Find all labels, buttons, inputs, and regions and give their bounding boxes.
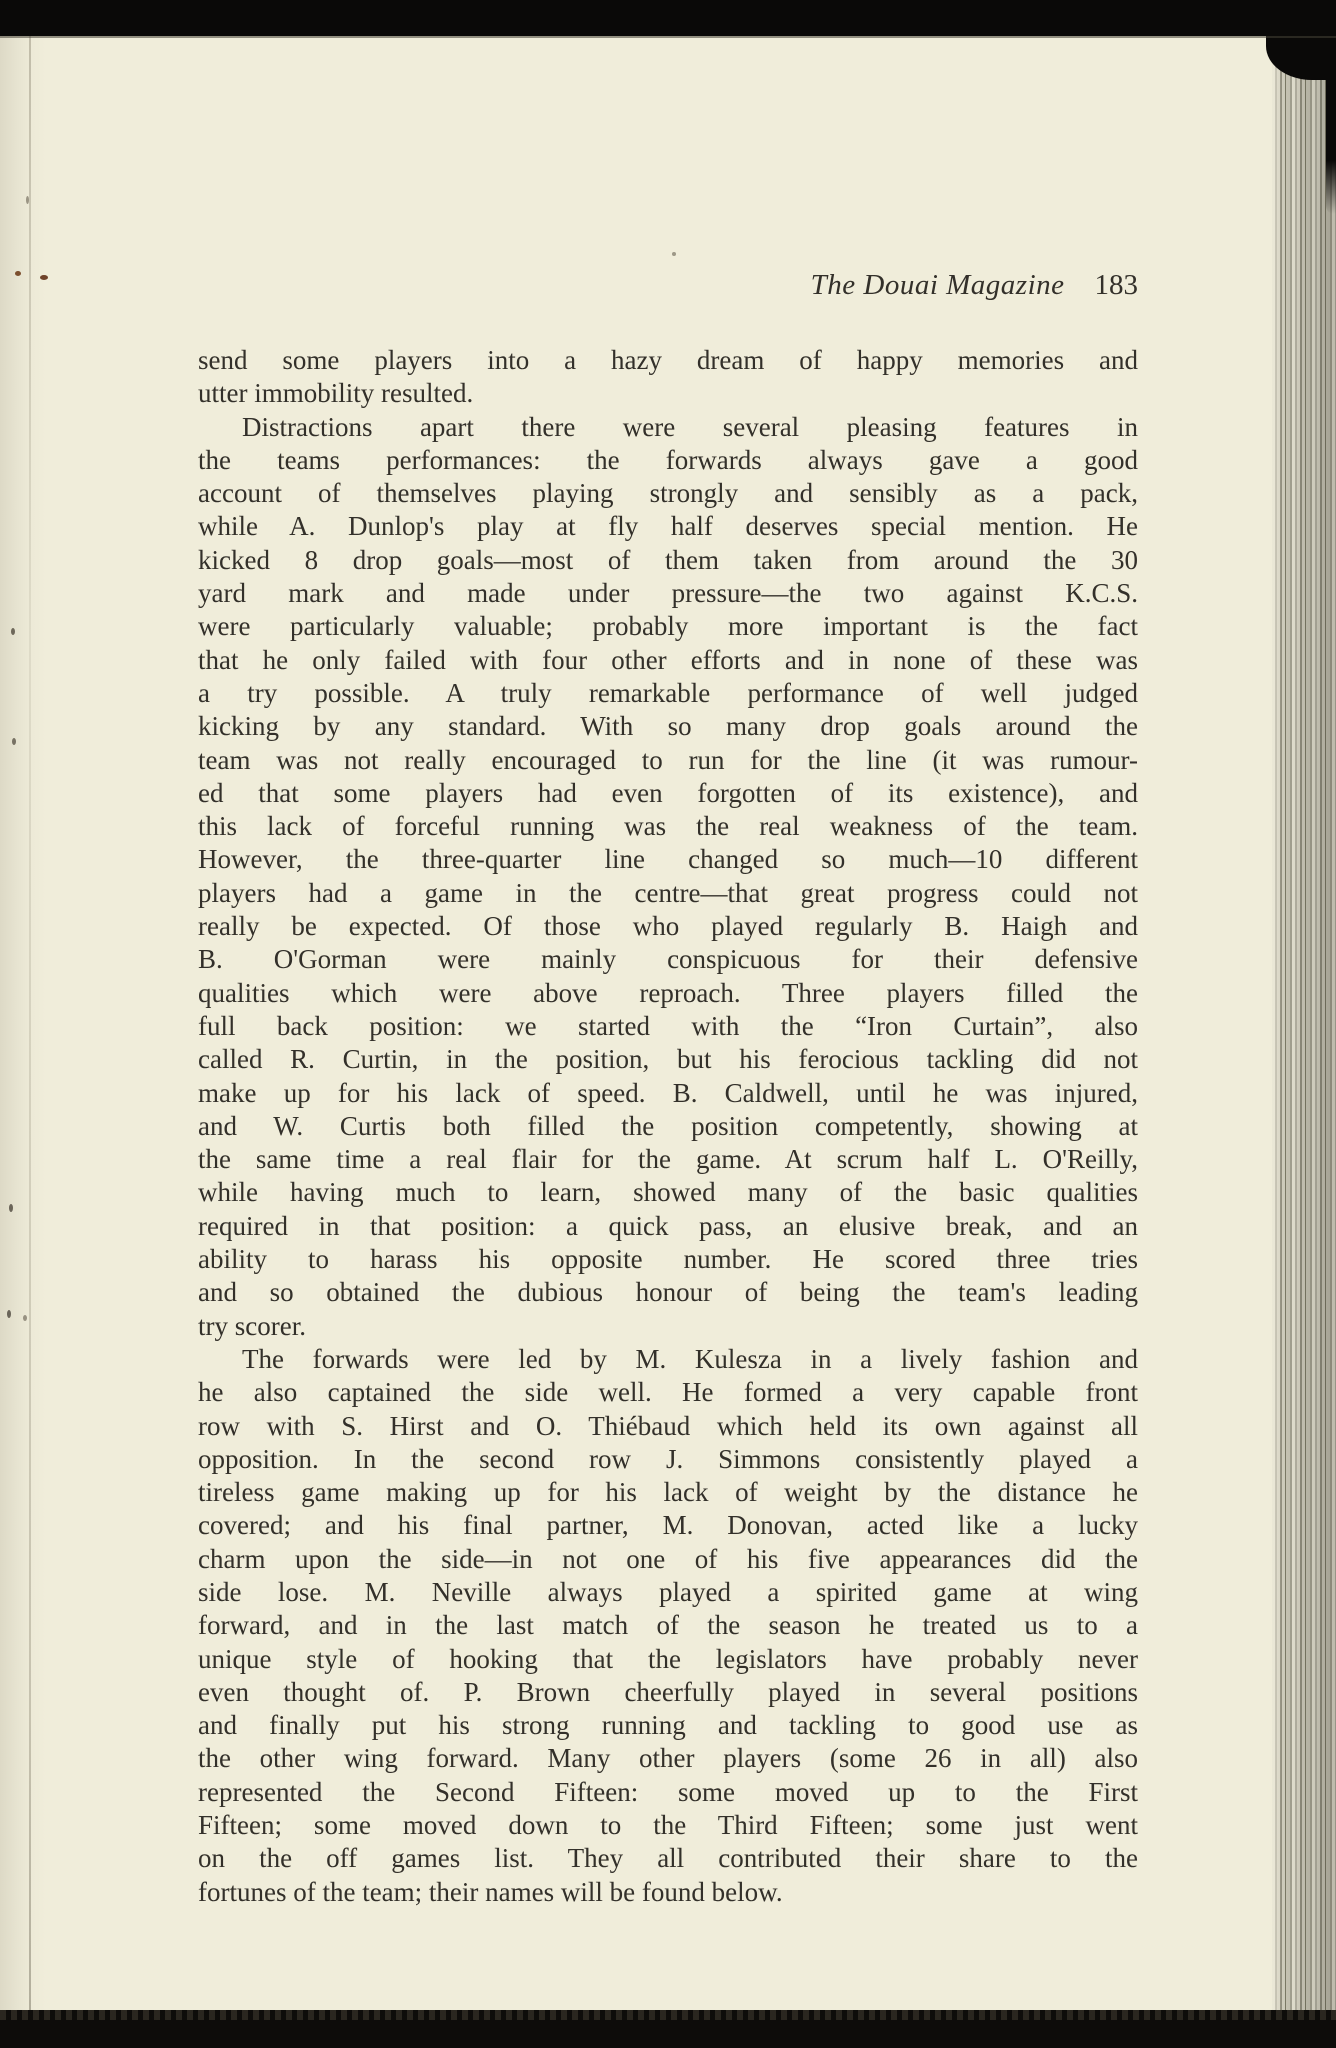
text-line: while having much to learn, showed many of the basic qualities: [198, 1177, 1138, 1208]
text-line: and so obtained the dubious honour of being the team's leading: [198, 1277, 1138, 1308]
text-line: charm upon the side—in not one of his five appearances did the: [198, 1543, 1138, 1574]
text-line: that he only failed with four other efforts and in none of these was: [198, 644, 1138, 675]
text-line: The forwards were led by M. Kulesza in a lively fashion and: [242, 1343, 1138, 1374]
text-line: a try possible. A truly remarkable performance of well judged: [198, 677, 1138, 708]
text-line: called R. Curtin, in the position, but his ferocious tackling did not: [198, 1044, 1138, 1075]
text-line: represented the Second Fifteen: some moved up to the First: [198, 1776, 1138, 1807]
text-line: opposition. In the second row J. Simmons consistently played a: [198, 1443, 1138, 1474]
text-line: this lack of forceful running was the real weakness of the team.: [198, 811, 1138, 842]
text-line: qualities which were above reproach. Three players filled the: [198, 977, 1138, 1008]
paragraph: [198, 1343, 1138, 1909]
text-line: try scorer.: [198, 1310, 306, 1341]
text-line: Distractions apart there were several pleasing features in: [242, 411, 1138, 442]
text-line: tireless game making up for his lack of weight by the distance he: [198, 1477, 1138, 1508]
text-line: fortunes of the team; their names will be found below.: [198, 1876, 783, 1907]
text-line: while A. Dunlop's play at fly half deserves special mention. He: [198, 511, 1138, 542]
page-number: 183: [1094, 269, 1138, 301]
scan-speck: [7, 1310, 11, 1318]
scan-speck: [15, 271, 21, 276]
text-line: row with S. Hirst and O. Thiébaud which held its own against all: [198, 1410, 1138, 1441]
page-content: [198, 268, 1138, 1909]
text-line: ed that some players had even forgotten of its existence), and: [198, 777, 1138, 808]
text-line: players had a game in the centre—that great progress could not: [198, 877, 1138, 908]
text-line: However, the three-quarter line changed so much—10 different: [198, 844, 1138, 875]
text-line: kicked 8 drop goals—most of them taken from around the 30: [198, 544, 1138, 575]
text-line: on the off games list. They all contributed their share to the: [198, 1843, 1138, 1874]
scan-speck: [26, 196, 29, 204]
text-line: and finally put his strong running and tackling to good use as: [198, 1710, 1138, 1741]
text-line: even thought of. P. Brown cheerfully played in several positions: [198, 1676, 1138, 1707]
article-body: [198, 344, 1138, 1909]
text-line: unique style of hooking that the legislators have probably never: [198, 1643, 1138, 1674]
text-line: the other wing forward. Many other players (some 26 in all) also: [198, 1743, 1138, 1774]
scan-speck: [9, 1204, 13, 1212]
text-line: the same time a real flair for the game. At scrum half L. O'Reilly,: [198, 1144, 1138, 1175]
text-line: he also captained the side well. He formed a very capable front: [198, 1377, 1138, 1408]
scan-speck: [12, 738, 16, 745]
text-line: send some players into a hazy dream of happy memories and: [198, 345, 1138, 375]
text-line: required in that position: a quick pass, an elusive break, and an: [198, 1210, 1138, 1241]
text-line: account of themselves playing strongly and sensibly as a pack,: [198, 478, 1138, 509]
gutter-crease-line: [29, 36, 31, 2012]
page-header: [198, 268, 1138, 302]
paragraph: [198, 344, 1138, 411]
text-line: covered; and his final partner, M. Donovan, acted like a lucky: [198, 1510, 1138, 1541]
text-line: B. O'Gorman were mainly conspicuous for their defensive: [198, 944, 1138, 975]
paragraph: [198, 411, 1138, 1343]
scan-speck: [11, 628, 15, 635]
cover-top-band: [0, 0, 1336, 36]
text-line: the teams performances: the forwards always gave a good: [198, 444, 1138, 475]
text-line: ability to harass his opposite number. He scored three tries: [198, 1244, 1138, 1275]
scan-speck: [672, 252, 676, 256]
cover-edge-strip: [1326, 36, 1336, 214]
text-line: side lose. M. Neville always played a spirited game at wing: [198, 1576, 1138, 1607]
text-line: and W. Curtis both filled the position competently, showing at: [198, 1110, 1138, 1141]
text-line: full back position: we started with the “Iron Curtain”, also: [198, 1010, 1138, 1041]
cover-bottom-band: [0, 2010, 1336, 2048]
scan-speck: [23, 1315, 27, 1321]
text-line: forward, and in the last match of the season he treated us to a: [198, 1610, 1138, 1641]
text-line: really be expected. Of those who played regularly B. Haigh and: [198, 911, 1138, 942]
text-line: yard mark and made under pressure—the two against K.C.S.: [198, 578, 1138, 609]
text-line: team was not really encouraged to run for the line (it was rumour-: [198, 744, 1138, 775]
scan-speck: [40, 275, 48, 280]
text-line: utter immobility resulted.: [198, 378, 474, 409]
gutter-shadow: [0, 36, 60, 2012]
magazine-title: The Douai Magazine: [810, 269, 1065, 301]
paper-page: [0, 36, 1272, 2012]
text-line: make up for his lack of speed. B. Caldwell, until he was injured,: [198, 1077, 1138, 1108]
text-line: kicking by any standard. With so many drop goals around the: [198, 711, 1138, 742]
text-line: were particularly valuable; probably more important is the fact: [198, 611, 1138, 642]
page-stack-edge: [1272, 36, 1336, 2014]
text-line: Fifteen; some moved down to the Third Fifteen; some just went: [198, 1810, 1138, 1841]
